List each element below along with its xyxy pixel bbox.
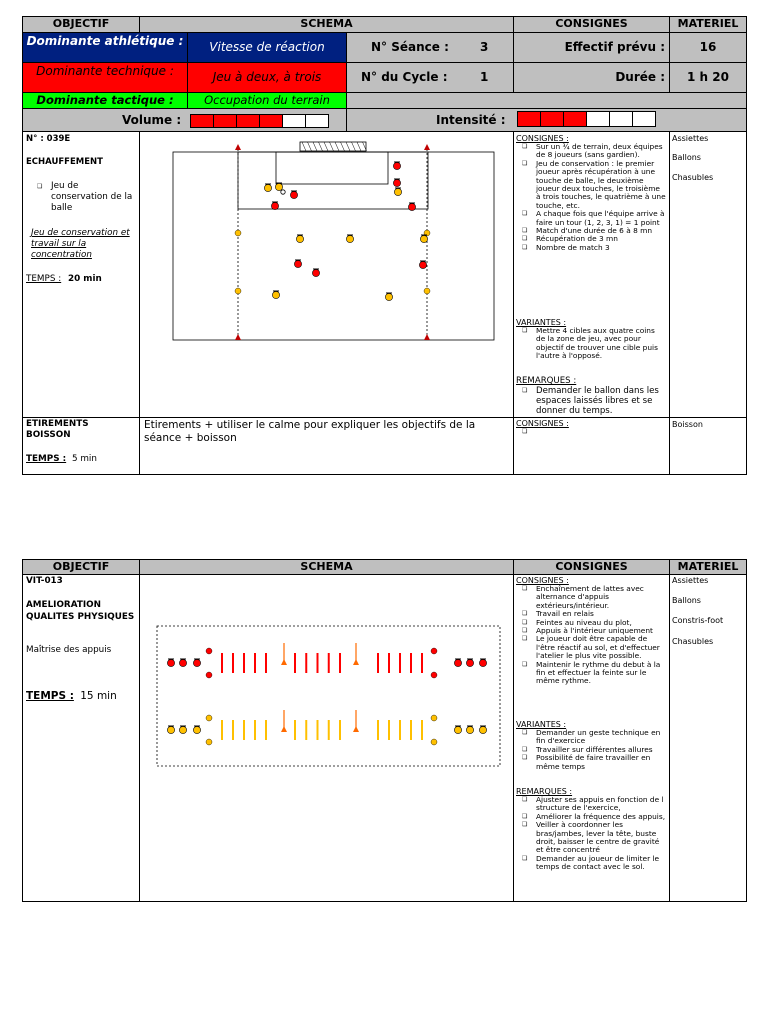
etirements-temps-label: TEMPS : bbox=[26, 454, 67, 464]
cycle-cell bbox=[346, 62, 514, 93]
player-yellow bbox=[346, 235, 353, 242]
session2-materiel bbox=[669, 574, 747, 902]
session2-temps bbox=[26, 690, 117, 702]
consigne-item: ❏ Récupération de 3 mn bbox=[516, 235, 666, 243]
temps-value: 20 min bbox=[67, 274, 102, 284]
exercise-consignes bbox=[513, 131, 670, 418]
consigne-item: ❏ Maintenir le rythme du debut à la fin et effectuer la feinte sur le même rythme. bbox=[516, 661, 668, 686]
header-materiel: MATERIEL bbox=[669, 16, 747, 33]
consigne-item: ❏ Le joueur doit être capable de l'être réactif au sol, et d'effectuer l'atelier le plus vite possible. bbox=[516, 635, 668, 660]
header2-consignes: CONSIGNES bbox=[513, 559, 670, 575]
etirements-consignes-title: CONSIGNES : bbox=[516, 419, 569, 428]
intensite-label: Intensité : bbox=[436, 113, 506, 127]
intensite-cell bbox=[346, 108, 747, 132]
etirements-title: ETIREMENTS bbox=[26, 419, 89, 429]
scale-box-empty bbox=[632, 111, 656, 127]
header-objectif: OBJECTIF bbox=[22, 16, 140, 33]
player-red bbox=[419, 261, 426, 268]
materiel-1: Assiettes bbox=[672, 134, 709, 143]
player-yellow bbox=[264, 184, 271, 191]
scale-box-filled bbox=[563, 111, 587, 127]
variante-item: ❏ Mettre 4 cibles aux quatre coins de la zone de jeu, avec pour objectif de trouver une cible puis l'autre à l'opposé. bbox=[516, 327, 666, 361]
session2-consignes bbox=[513, 574, 670, 902]
player-red bbox=[393, 179, 400, 186]
dominante-tactique-value: Occupation du terrain bbox=[187, 92, 347, 109]
volume-cell bbox=[22, 108, 347, 132]
marker-disc bbox=[431, 648, 437, 654]
session2-remarques-list bbox=[516, 796, 668, 872]
plot-cone bbox=[353, 659, 359, 665]
session2-consignes-list bbox=[516, 585, 668, 686]
marker-disc bbox=[431, 715, 437, 721]
variante-item: ❏ Possibilité de faire travailler en même temps bbox=[516, 754, 668, 771]
player bbox=[454, 659, 461, 666]
scale-box-empty bbox=[586, 111, 610, 127]
corner-cone bbox=[424, 144, 430, 150]
player-yellow bbox=[420, 235, 427, 242]
marker-disc bbox=[431, 672, 437, 678]
etirements-objectif bbox=[22, 417, 140, 475]
session2-variantes-list bbox=[516, 729, 668, 771]
remarque-item: ❏ Veiller à coordonner les bras/jambes, lever la tête, buste droit, baisser le centre de gravité et être concentré bbox=[516, 821, 668, 855]
scale-box-filled bbox=[540, 111, 564, 127]
materiel-2: Ballons bbox=[672, 153, 701, 162]
exercise-temps bbox=[26, 274, 102, 284]
effectif-label: Effectif prévu : bbox=[513, 32, 670, 63]
player-red bbox=[271, 202, 278, 209]
header-consignes: CONSIGNES bbox=[513, 16, 670, 33]
scale-box-filled bbox=[259, 114, 283, 128]
etirements-temps bbox=[26, 454, 97, 464]
s2-materiel-2: Ballons bbox=[672, 596, 701, 605]
scale-box-filled bbox=[236, 114, 260, 128]
etirements-consignes bbox=[513, 417, 670, 475]
variantes-title: VARIANTES : bbox=[516, 318, 567, 327]
seance-label: N° Séance : bbox=[371, 40, 449, 54]
duree-value: 1 h 20 bbox=[669, 62, 747, 93]
marker-disc bbox=[206, 739, 212, 745]
marker-disc bbox=[235, 230, 241, 236]
consignes-list bbox=[516, 143, 666, 252]
plot-cone bbox=[281, 726, 287, 732]
plot-cone bbox=[353, 726, 359, 732]
player bbox=[193, 659, 200, 666]
etirements-consignes-list bbox=[516, 428, 666, 436]
field-diagram bbox=[140, 132, 515, 419]
remarque-item: ❏ Ajuster ses appuis en fonction de l structure de l'exercice, bbox=[516, 796, 668, 813]
player bbox=[454, 726, 461, 733]
boisson-title: BOISSON bbox=[26, 430, 71, 440]
scale-box-empty bbox=[282, 114, 306, 128]
marker-disc bbox=[431, 739, 437, 745]
variante-item: ❏ Demander un geste technique en fin d'exercice bbox=[516, 729, 668, 746]
consigne-item: ❏ Jeu de conservation : le premier joueur après récupération à une touche de balle, le deuxième joueur deux touches, le troisième à trois touches, le quatrième à une touche, etc. bbox=[516, 160, 666, 210]
player-yellow bbox=[296, 235, 303, 242]
player bbox=[167, 726, 174, 733]
scale-box-filled bbox=[190, 114, 214, 128]
volume-label: Volume : bbox=[122, 113, 182, 127]
player-yellow bbox=[275, 183, 282, 190]
exercise-materiel bbox=[669, 131, 747, 418]
plot-cone bbox=[281, 659, 287, 665]
ladder-diagram bbox=[140, 575, 515, 903]
player-red bbox=[393, 162, 400, 169]
player bbox=[479, 726, 486, 733]
remarque-item: ❏ Améliorer la fréquence des appuis, bbox=[516, 813, 668, 821]
player-yellow bbox=[385, 293, 392, 300]
marker-disc bbox=[424, 288, 430, 294]
consignes-title: CONSIGNES : bbox=[516, 134, 569, 143]
seance-value: 3 bbox=[480, 40, 489, 54]
session2-item: Maîtrise des appuis bbox=[26, 645, 112, 655]
s2-materiel-3: Constris-foot bbox=[672, 616, 724, 625]
consigne-item: ❏ Sur un ¾ de terrain, deux équipes de 8 joueurs (sans gardien). bbox=[516, 143, 666, 160]
scale-box-empty bbox=[305, 114, 329, 128]
ball bbox=[281, 190, 285, 194]
scale-box-filled bbox=[517, 111, 541, 127]
header2-schema: SCHEMA bbox=[139, 559, 514, 575]
temps-label: TEMPS : bbox=[26, 274, 62, 284]
session2-objectif bbox=[22, 574, 140, 902]
session2-remarques-title: REMARQUES : bbox=[516, 787, 573, 796]
session2-temps-value: 15 min bbox=[80, 690, 117, 702]
dominante-tactique-label: Dominante tactique : bbox=[22, 92, 188, 109]
player-red bbox=[290, 191, 297, 198]
etirements-schema-text: Etirements + utiliser le calme pour expliquer les objectifs de la séance + boisson bbox=[139, 417, 514, 475]
consigne-item: ❏ Nombre de match 3 bbox=[516, 244, 666, 252]
consigne-item: ❏ Appuis à l'intérieur uniquement bbox=[516, 627, 668, 635]
materiel-3: Chasubles bbox=[672, 173, 714, 182]
session2-title: AMELIORATION QUALITES PHYSIQUES bbox=[26, 600, 135, 622]
scale-box-empty bbox=[609, 111, 633, 127]
session2-code: VIT-013 bbox=[26, 576, 63, 586]
etirements-materiel: Boisson bbox=[669, 417, 747, 475]
cycle-value: 1 bbox=[480, 70, 489, 84]
header-schema: SCHEMA bbox=[139, 16, 514, 33]
player bbox=[466, 726, 473, 733]
empty-item bbox=[516, 428, 666, 436]
exercise-objectif bbox=[22, 131, 140, 418]
consigne-item: ❏ Feintes au niveau du plot, bbox=[516, 619, 668, 627]
seance-cell bbox=[346, 32, 514, 63]
session2-temps-label: TEMPS : bbox=[26, 690, 74, 702]
consigne-item: ❏ Enchaînement de lattes avec alternance d'appuis extérieurs/intérieur. bbox=[516, 585, 668, 610]
consigne-item: ❏ Travail en relais bbox=[516, 610, 668, 618]
exercise-title: ECHAUFFEMENT bbox=[26, 157, 103, 167]
blank-grey-cell bbox=[346, 92, 747, 109]
dominante-athletique-value: Vitesse de réaction bbox=[187, 32, 347, 63]
marker-disc bbox=[206, 648, 212, 654]
player-red bbox=[294, 260, 301, 267]
session2-consignes-title: CONSIGNES : bbox=[516, 576, 569, 585]
player bbox=[179, 726, 186, 733]
s2-materiel-4: Chasubles bbox=[672, 637, 714, 646]
etirements-temps-value: 5 min bbox=[71, 454, 97, 464]
player bbox=[479, 659, 486, 666]
remarques-list bbox=[516, 386, 668, 416]
player bbox=[179, 659, 186, 666]
cycle-label: N° du Cycle : bbox=[361, 70, 448, 84]
variante-item: ❏ Travailler sur différentes allures bbox=[516, 746, 668, 754]
remarques-title: REMARQUES : bbox=[516, 376, 577, 386]
duree-label: Durée : bbox=[513, 62, 670, 93]
header2-objectif: OBJECTIF bbox=[22, 559, 140, 575]
remarque-item: ❏ Demander au joueur de limiter le temps de contact avec le sol. bbox=[516, 855, 668, 872]
exercise-item-text: ❏ Jeu de conservation de la balle bbox=[31, 181, 137, 214]
remarque-item: ❏ Demander le ballon dans les espaces laissés libres et se donner du temps. bbox=[516, 386, 668, 416]
player-red bbox=[408, 203, 415, 210]
session2-schema bbox=[139, 574, 514, 902]
consigne-item: ❏ Match d'une durée de 6 à 8 mn bbox=[516, 227, 666, 235]
marker-disc bbox=[206, 715, 212, 721]
exercise-code: N° : 039E bbox=[26, 134, 71, 144]
effectif-value: 16 bbox=[669, 32, 747, 63]
exercise-item bbox=[31, 181, 137, 214]
marker-disc bbox=[206, 672, 212, 678]
dominante-technique-value: Jeu à deux, à trois bbox=[187, 62, 347, 93]
player bbox=[466, 659, 473, 666]
player-red bbox=[312, 269, 319, 276]
corner-cone bbox=[235, 144, 241, 150]
marker-disc bbox=[235, 288, 241, 294]
player-yellow bbox=[394, 188, 401, 195]
s2-materiel-1: Assiettes bbox=[672, 576, 709, 585]
player bbox=[193, 726, 200, 733]
header2-materiel: MATERIEL bbox=[669, 559, 747, 575]
exercise-schema bbox=[139, 131, 514, 418]
exercise-subtitle: Jeu de conservation et travail sur la concentration bbox=[31, 228, 130, 260]
dominante-technique-label: Dominante technique : bbox=[22, 62, 188, 93]
variantes-list bbox=[516, 327, 666, 361]
consigne-item: ❏ A chaque fois que l'équipe arrive à faire un tour (1, 2, 3, 1) = 1 point bbox=[516, 210, 666, 227]
player bbox=[167, 659, 174, 666]
pitch-outline bbox=[173, 152, 494, 340]
dominante-athletique-label: Dominante athlétique : bbox=[22, 32, 188, 63]
session2-variantes-title: VARIANTES : bbox=[516, 720, 567, 729]
player-yellow bbox=[272, 291, 279, 298]
scale-box-filled bbox=[213, 114, 237, 128]
